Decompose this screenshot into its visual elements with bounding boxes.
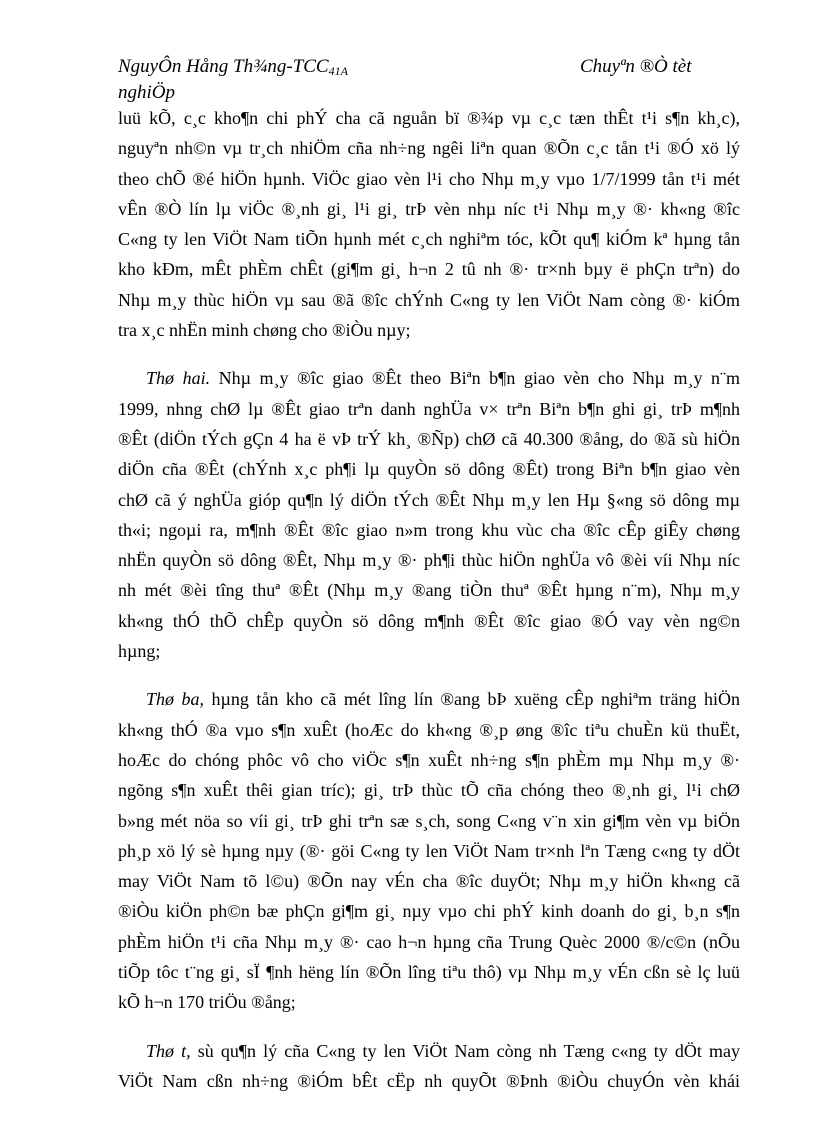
text-line: hoÆc do chóng phôc vô cho viÖc s¶n xuÊt nh÷ng s¶n phÈm mµ Nhµ m¸y ®· <box>118 749 740 770</box>
text-line: 1999, nhng chØ lµ ®Êt giao trªn danh nghÜa v× trªn Biªn b¶n ghi gi¸ trÞ m¶nh <box>118 398 740 419</box>
text-line: nh mét ®èi tîng thuª ®Êt (Nhµ m¸y ®ang tiÒn thuª ®Êt hµng n¨m), Nhµ m¸y <box>118 580 740 601</box>
text-line: ®Êt (diÖn tÝch gÇn 4 ha ë vÞ trÝ kh¸ ®Ñp) chØ cã 40.300 ®ång, do ®ã sù hiÖn <box>118 428 740 449</box>
text-line: tra x¸c nhËn minh chøng cho ®iÒu nµy; <box>118 320 411 341</box>
text-line: tiÕp tôc t¨ng gi¸ sÏ ¶nh hëng lín ®Õn lîng tiªu thô) vµ Nhµ m¸y vÉn cßn sè lç luü <box>118 962 740 983</box>
text-line: kÕ h¬n 170 triÖu ®ång; <box>118 992 296 1013</box>
text-line: luü kÕ, c¸c kho¶n chi phÝ cha cã nguån bï ®¾p vµ c¸c tæn thÊt t¹i s¶n kh¸c), <box>118 108 740 128</box>
text-line: ph¸p xö lý sè hµng nµy (®· göi C«ng ty len ViÖt Nam tr×nh lªn Tæng c«ng ty dÖt <box>118 840 740 861</box>
paragraph-first-line: Thø hai. Nhµ m¸y ®îc giao ®Êt theo Biªn b¶n giao vèn cho Nhµ m¸y n¨m <box>146 368 740 389</box>
author-name: NguyÔn Hång Th¾ng-$TCC_{41A}$ <box>118 56 348 78</box>
text-line: nhËn quyÒn sö dông ®Êt, Nhµ m¸y ®· ph¶i thùc hiÖn nghÜa vô ®èi víi Nhµ níc <box>118 550 740 571</box>
paragraph-lead: Thø hai. <box>146 368 211 389</box>
text-line: Nhµ m¸y thùc hiÖn vµ sau ®ã ®îc chÝnh C«ng ty len ViÖt Nam còng ®· kiÓm <box>118 289 740 310</box>
text-line: ngõng s¶n xuÊt thêi gian tríc); gi¸ trÞ thùc tÕ cña chóng theo ®¸nh gi¸ l¹i chØ <box>118 780 740 801</box>
paragraph-first-line: Thø t, sù qu¶n lý cña C«ng ty len ViÖt Nam còng nh Tæng c«ng ty dÖt may <box>146 1040 740 1061</box>
text-line: th«i; ngoµi ra, m¶nh ®Êt ®îc giao n»m trong khu vùc cha ®îc cÊp giÊy chøng <box>118 519 740 540</box>
text-line: vÊn ®Ò lín lµ viÖc ®¸nh gi¸ l¹i gi¸ trÞ vèn nhµ níc t¹i Nhµ m¸y ®· kh«ng ®îc <box>118 198 740 219</box>
text-line: hµng; <box>118 641 161 662</box>
thesis-title: Chuyªn ®Ò tèt <box>580 56 692 77</box>
text-line: kh«ng thÓ ®a vµo s¶n xuÊt (hoÆc do kh«ng ®¸p øng ®îc tiªu chuÈn kü thuËt, <box>118 719 740 740</box>
text-line: ViÖt Nam cßn nh÷ng ®iÓm bÊt cËp nh quyÕt ®Þnh ®iÒu chuyÓn vèn khái <box>118 1070 740 1091</box>
text-line: may ViÖt Nam tõ l©u) ®Õn nay vÉn cha ®îc duyÖt; Nhµ m¸y hiÖn kh«ng cã <box>118 871 740 892</box>
thesis-title-continued: nghiÖp <box>118 82 175 103</box>
text-line: ®iÒu kiÖn ph©n bæ phÇn gi¶m gi¸ nµy vµo chi phÝ kinh doanh do gi¸ b¸n s¶n <box>118 901 740 922</box>
text-line: kh«ng thÓ thÕ chÊp quyÒn sö dông m¶nh ®Êt ®îc giao ®Ó vay vèn ng©n <box>118 610 740 631</box>
text-line: diÖn cña ®Êt (chÝnh x¸c ph¶i lµ quyÒn sö dông ®Êt) trong Biªn b¶n giao vèn <box>118 459 740 480</box>
text-line: chØ cã ý nghÜa gióp qu¶n lý diÖn tÝch ®Êt Nhµ m¸y len Hµ §«ng sö dông mµ <box>118 489 740 510</box>
text-line: kho kÐm, mÊt phÈm chÊt (gi¶m gi¸ h¬n 2 tû nh ®· tr×nh bµy ë phÇn trªn) do <box>118 259 740 280</box>
text-line: C«ng ty len ViÖt Nam tiÕn hµnh mét c¸ch nghiªm tóc, kÕt qu¶ kiÓm kª hµng tån <box>118 229 740 250</box>
paragraph-lead: Thø t, <box>146 1040 191 1061</box>
text-line: phÈm hiÖn t¹i cña Nhµ m¸y ®· cao h¬n hµng cña Trung Quèc 2000 ®/c©n (nÕu <box>118 931 740 952</box>
text-line: theo chÕ ®é hiÖn hµnh. ViÖc giao vèn l¹i cho Nhµ m¸y vµo 1/7/1999 tån t¹i mét <box>118 168 740 189</box>
document-body <box>118 103 740 1096</box>
paragraph-lead: Thø ba, <box>146 689 205 710</box>
paragraph-first-line: Thø ba, hµng tån kho cã mét lîng lín ®ang bÞ xuëng cÊp nghiªm träng hiÖn <box>146 689 740 710</box>
text-line: nguyªn nh©n vµ tr¸ch nhiÖm cña nh÷ng ngêi liªn quan ®Õn c¸c tån t¹i ®Ó xö lý <box>118 138 740 159</box>
text-line: b»ng mét nöa so víi gi¸ trÞ ghi trªn sæ s¸ch, song C«ng v¨n xin gi¶m vèn vµ biÖn <box>118 810 740 831</box>
